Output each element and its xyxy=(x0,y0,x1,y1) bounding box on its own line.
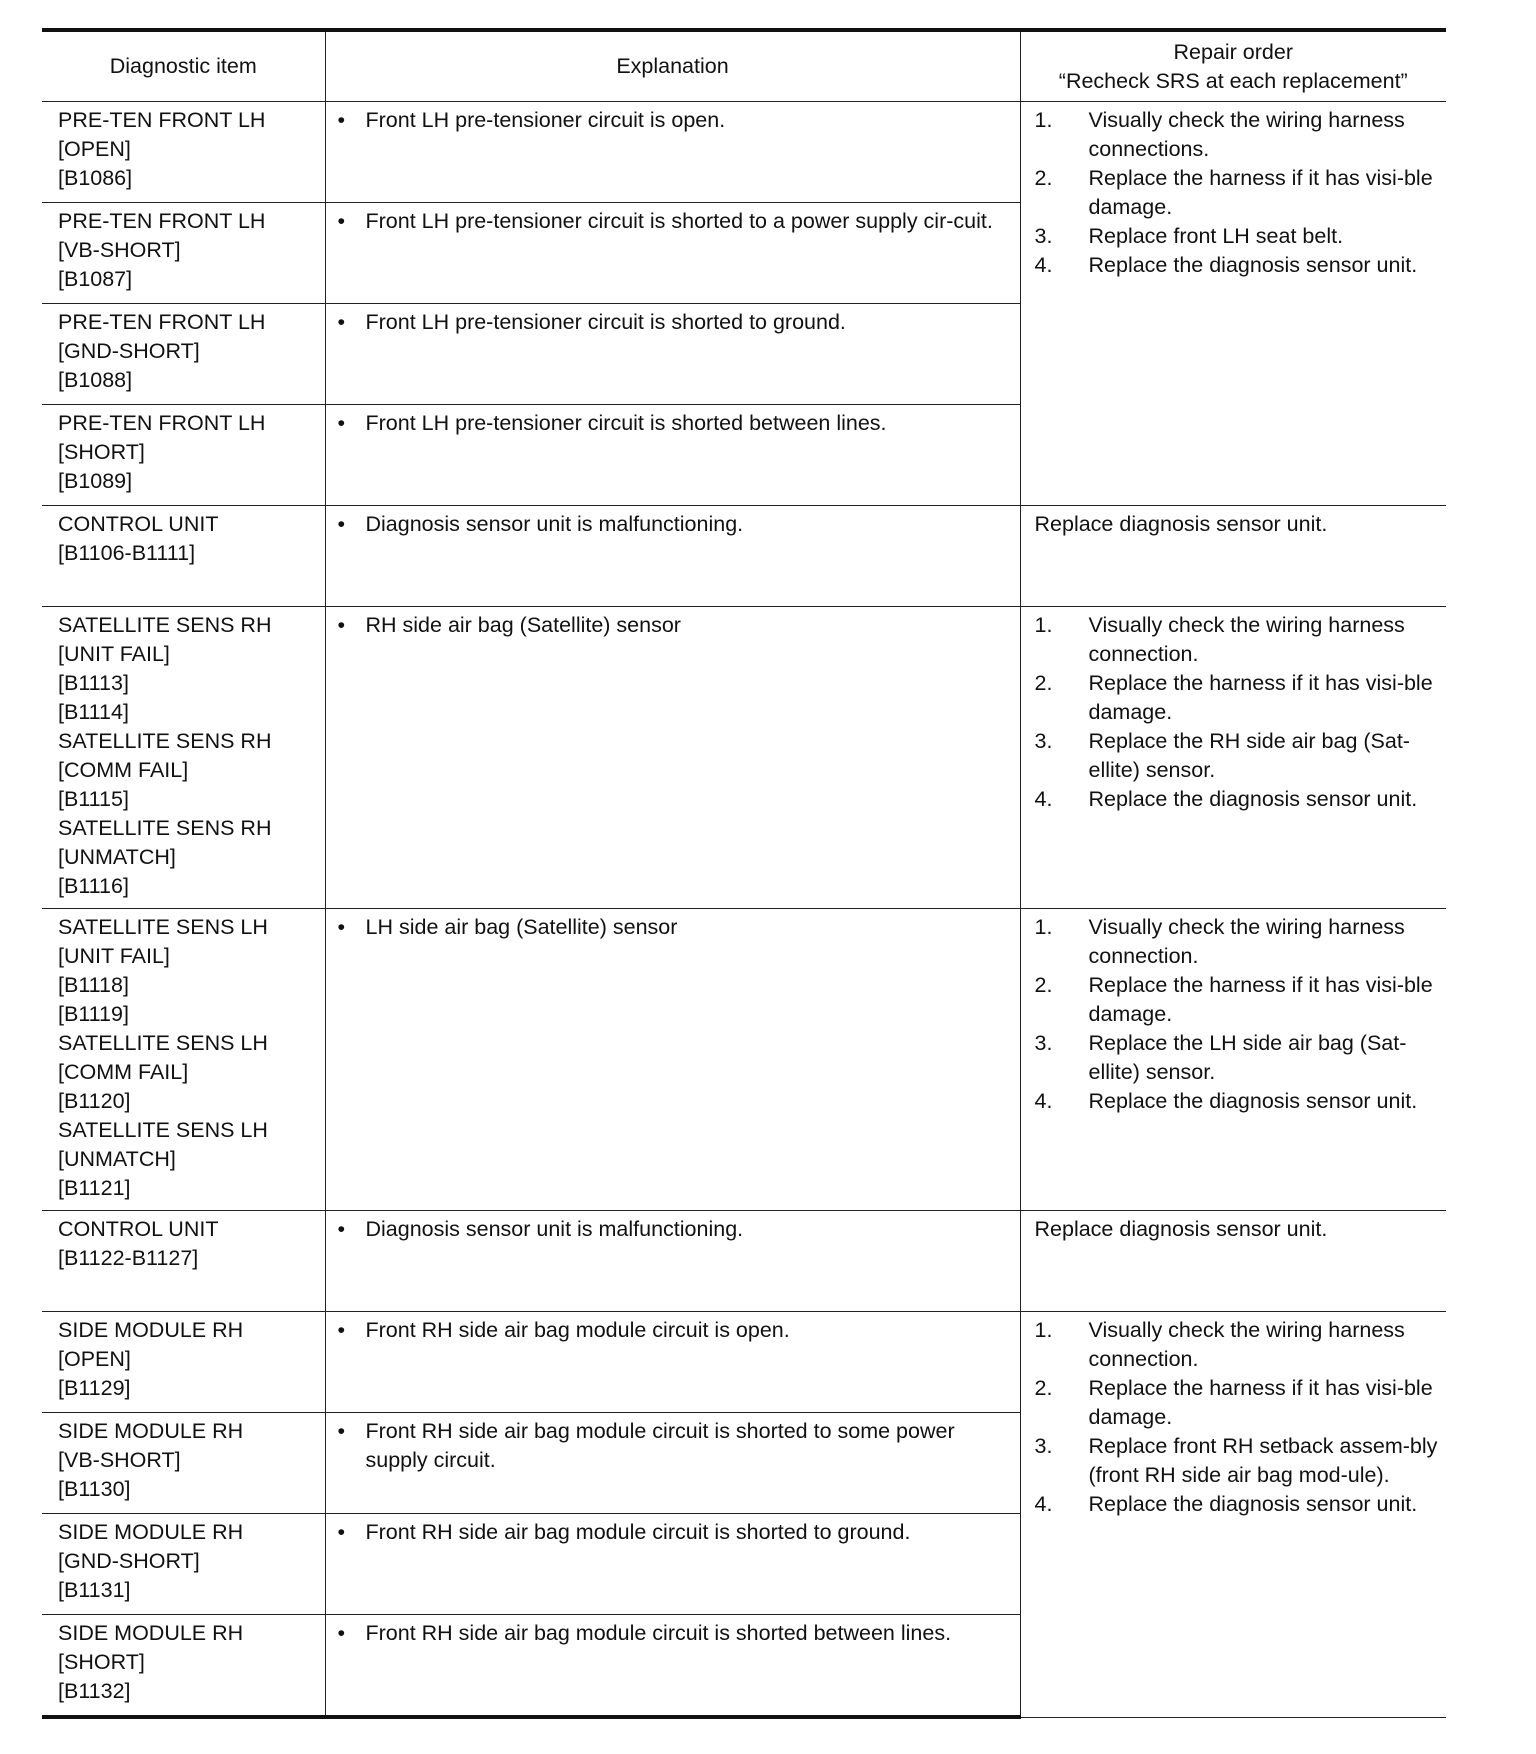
diagnostic-item-line: [B1114] xyxy=(58,700,129,724)
diagnostic-item-line: SATELLITE SENS LH xyxy=(58,1031,268,1055)
diagnostic-item-line: [B1119] xyxy=(58,1002,129,1026)
bullet-marker: • xyxy=(337,512,346,536)
diagnostic-item-line: SATELLITE SENS LH xyxy=(58,1118,268,1142)
explanation-cell xyxy=(325,909,1020,1211)
diagnostic-item-line: SATELLITE SENS RH xyxy=(58,613,272,637)
diagnostic-item-cell xyxy=(42,304,325,405)
repair-step-number: 1. xyxy=(1034,613,1053,637)
repair-step-text: Replace front RH setback assem-bly (front RH side air bag mod-ule). xyxy=(1088,1434,1438,1487)
diagnostic-item-line: CONTROL UNIT xyxy=(58,1217,219,1241)
repair-step-text: Replace the harness if it has visi-ble damage. xyxy=(1088,671,1433,724)
repair-step xyxy=(1035,1029,1439,1087)
explanation-bullet-item xyxy=(338,308,1010,337)
repair-step-number: 2. xyxy=(1034,671,1053,695)
explanation-cell xyxy=(325,1312,1020,1413)
repair-step xyxy=(1035,164,1439,222)
diagnostic-item-line: [UNIT FAIL] xyxy=(58,944,170,968)
diagnostic-item-line: SATELLITE SENS LH xyxy=(58,915,268,939)
diagnostic-item-line: [B1122-B1127] xyxy=(58,1246,199,1270)
diagnostic-item-line: [COMM FAIL] xyxy=(58,758,189,782)
header-diagnostic-item: Diagnostic item xyxy=(42,30,325,102)
bullet-marker: • xyxy=(337,915,346,939)
explanation-text: Front LH pre-tensioner circuit is open. xyxy=(365,108,726,132)
explanation-text: Front RH side air bag module circuit is shorted to some power supply circuit. xyxy=(365,1419,955,1472)
repair-step-number: 3. xyxy=(1034,1031,1053,1055)
bullet-marker: • xyxy=(337,108,346,132)
repair-step-number: 1. xyxy=(1034,108,1053,132)
diagnostic-item-line: [B1088] xyxy=(58,368,133,392)
diagnostic-item-line: [B1129] xyxy=(58,1376,131,1400)
explanation-cell xyxy=(325,1413,1020,1514)
table-row xyxy=(42,1312,1446,1413)
explanation-cell xyxy=(325,102,1020,203)
explanation-bullet-item xyxy=(338,913,1010,942)
repair-step-text: Visually check the wiring harness connection. xyxy=(1088,613,1405,666)
explanation-bullet-item xyxy=(338,1518,1010,1547)
explanation-text: Front LH pre-tensioner circuit is shorted to a power supply cir-cuit. xyxy=(365,209,993,233)
explanation-cell xyxy=(325,1615,1020,1718)
repair-step-number: 2. xyxy=(1034,166,1053,190)
repair-step xyxy=(1035,913,1439,971)
diagnostic-item-line: [OPEN] xyxy=(58,137,131,161)
repair-step-number: 3. xyxy=(1034,1434,1053,1458)
diagnostic-item-line: SIDE MODULE RH xyxy=(58,1419,244,1443)
diagnostic-item-line: CONTROL UNIT xyxy=(58,512,219,536)
explanation-text: Diagnosis sensor unit is malfunctioning. xyxy=(365,512,744,536)
diagnostic-item-line: [UNMATCH] xyxy=(58,1147,176,1171)
repair-step-text: Replace the LH side air bag (Sat-ellite) sensor. xyxy=(1088,1031,1407,1084)
explanation-text: Diagnosis sensor unit is malfunctioning. xyxy=(365,1217,744,1241)
repair-step xyxy=(1035,1087,1439,1116)
diagnostic-item-line: [GND-SHORT] xyxy=(58,1549,200,1573)
repair-step-number: 3. xyxy=(1034,224,1053,248)
table-header-row xyxy=(42,30,1446,102)
repair-step xyxy=(1035,669,1439,727)
diagnostic-item-cell xyxy=(42,1413,325,1514)
diagnostic-item-line: [B1130] xyxy=(58,1477,131,1501)
explanation-text: Front RH side air bag module circuit is shorted to ground. xyxy=(365,1520,911,1544)
repair-step-text: Replace the diagnosis sensor unit. xyxy=(1088,253,1418,277)
diagnostic-item-line: [VB-SHORT] xyxy=(58,238,181,262)
diagnostic-item-line: SIDE MODULE RH xyxy=(58,1621,244,1645)
repair-order-cell xyxy=(1020,1312,1446,1718)
explanation-cell xyxy=(325,506,1020,607)
diagnostic-item-line: [B1087] xyxy=(58,267,133,291)
table-row xyxy=(42,102,1446,203)
repair-step-number: 4. xyxy=(1034,1089,1053,1113)
repair-step-text: Replace the diagnosis sensor unit. xyxy=(1088,1492,1418,1516)
repair-step-text: Replace the diagnosis sensor unit. xyxy=(1088,1089,1418,1113)
repair-text: Replace diagnosis sensor unit. xyxy=(1034,1217,1328,1241)
diagnostic-item-cell xyxy=(42,102,325,203)
repair-step-text: Replace the diagnosis sensor unit. xyxy=(1088,787,1418,811)
diagnostic-item-line: [SHORT] xyxy=(58,1650,145,1674)
diagnostic-item-line: PRE-TEN FRONT LH xyxy=(58,108,266,132)
diagnostic-item-line: [UNMATCH] xyxy=(58,845,176,869)
diagnostic-item-cell xyxy=(42,607,325,909)
repair-step-text: Replace the harness if it has visi-ble damage. xyxy=(1088,1376,1433,1429)
diagnostic-item-cell xyxy=(42,1312,325,1413)
explanation-cell xyxy=(325,607,1020,909)
repair-order-cell xyxy=(1020,506,1446,607)
diagnostic-item-line: [B1116] xyxy=(58,874,129,898)
explanation-text: LH side air bag (Satellite) sensor xyxy=(365,915,678,939)
diagnostic-item-line: PRE-TEN FRONT LH xyxy=(58,310,266,334)
repair-step xyxy=(1035,251,1439,280)
diagnostic-item-line: SIDE MODULE RH xyxy=(58,1318,244,1342)
bullet-marker: • xyxy=(337,613,346,637)
bullet-marker: • xyxy=(337,209,346,233)
diagnostic-item-line: [UNIT FAIL] xyxy=(58,642,170,666)
bullet-marker: • xyxy=(337,1419,346,1443)
repair-order-cell xyxy=(1020,607,1446,909)
repair-step-number: 4. xyxy=(1034,253,1053,277)
diagnostic-item-line: [B1131] xyxy=(58,1578,131,1602)
explanation-cell xyxy=(325,203,1020,304)
diagnostic-table-page xyxy=(42,28,1446,1719)
diagnostic-item-cell xyxy=(42,1211,325,1312)
header-repair-order-note: “Recheck SRS at each replacement” xyxy=(1058,68,1408,93)
diagnostic-item-line: [B1086] xyxy=(58,166,133,190)
srs-diagnostic-table xyxy=(42,28,1446,1719)
table-row xyxy=(42,607,1446,909)
diagnostic-item-line: [B1121] xyxy=(58,1176,131,1200)
diagnostic-item-cell xyxy=(42,405,325,506)
repair-step-text: Replace the RH side air bag (Sat-ellite) sensor. xyxy=(1088,729,1410,782)
diagnostic-item-line: [B1089] xyxy=(58,469,133,493)
table-row xyxy=(42,506,1446,607)
repair-step-number: 4. xyxy=(1034,1492,1053,1516)
repair-step-number: 1. xyxy=(1034,1318,1053,1342)
explanation-bullet-item xyxy=(338,1215,1010,1244)
explanation-text: Front LH pre-tensioner circuit is shorted to ground. xyxy=(365,310,846,334)
explanation-bullet-item xyxy=(338,1316,1010,1345)
diagnostic-item-line: [B1106-B1111] xyxy=(58,541,196,565)
header-repair-order xyxy=(1020,30,1446,102)
repair-step-number: 1. xyxy=(1034,915,1053,939)
repair-text: Replace diagnosis sensor unit. xyxy=(1034,512,1328,536)
explanation-cell xyxy=(325,304,1020,405)
explanation-bullet-item xyxy=(338,510,1010,539)
diagnostic-item-line: PRE-TEN FRONT LH xyxy=(58,209,266,233)
repair-step-text: Replace the harness if it has visi-ble damage. xyxy=(1088,973,1433,1026)
diagnostic-item-line: [COMM FAIL] xyxy=(58,1060,189,1084)
diagnostic-item-line: SIDE MODULE RH xyxy=(58,1520,244,1544)
repair-step-text: Visually check the wiring harness connection. xyxy=(1088,915,1405,968)
explanation-bullet-item xyxy=(338,409,1010,438)
explanation-cell xyxy=(325,1514,1020,1615)
repair-step xyxy=(1035,106,1439,164)
explanation-bullet-item xyxy=(338,106,1010,135)
diagnostic-item-cell xyxy=(42,1615,325,1718)
repair-step xyxy=(1035,971,1439,1029)
bullet-marker: • xyxy=(337,1520,346,1544)
explanation-cell xyxy=(325,1211,1020,1312)
repair-step xyxy=(1035,1490,1439,1519)
diagnostic-item-line: [B1120] xyxy=(58,1089,131,1113)
explanation-bullet-item xyxy=(338,611,1010,640)
bullet-marker: • xyxy=(337,1621,346,1645)
repair-step xyxy=(1035,1374,1439,1432)
repair-step xyxy=(1035,1316,1439,1374)
diagnostic-item-line: [B1118] xyxy=(58,973,129,997)
diagnostic-item-line: PRE-TEN FRONT LH xyxy=(58,411,266,435)
header-explanation: Explanation xyxy=(325,30,1020,102)
repair-step-number: 2. xyxy=(1034,973,1053,997)
diagnostic-item-line: [B1113] xyxy=(58,671,129,695)
repair-step-number: 2. xyxy=(1034,1376,1053,1400)
table-row xyxy=(42,909,1446,1211)
repair-order-cell xyxy=(1020,1211,1446,1312)
repair-step xyxy=(1035,1432,1439,1490)
header-repair-order-title: Repair order xyxy=(1173,39,1293,64)
repair-step-text: Replace front LH seat belt. xyxy=(1088,224,1344,248)
diagnostic-item-line: [VB-SHORT] xyxy=(58,1448,181,1472)
explanation-bullet-item xyxy=(338,1417,1010,1475)
repair-step xyxy=(1035,727,1439,785)
table-body xyxy=(42,102,1446,1718)
diagnostic-item-line: [B1132] xyxy=(58,1679,131,1703)
repair-step-text: Visually check the wiring harness connections. xyxy=(1088,108,1405,161)
repair-step xyxy=(1035,222,1439,251)
explanation-text: Front LH pre-tensioner circuit is shorted between lines. xyxy=(365,411,887,435)
diagnostic-item-line: [GND-SHORT] xyxy=(58,339,200,363)
explanation-text: Front RH side air bag module circuit is shorted between lines. xyxy=(365,1621,952,1645)
diagnostic-item-line: SATELLITE SENS RH xyxy=(58,729,272,753)
diagnostic-item-line: [B1115] xyxy=(58,787,129,811)
repair-order-cell xyxy=(1020,909,1446,1211)
repair-step-number: 3. xyxy=(1034,729,1053,753)
diagnostic-item-cell xyxy=(42,909,325,1211)
explanation-bullet-item xyxy=(338,207,1010,236)
diagnostic-item-cell xyxy=(42,203,325,304)
table-row xyxy=(42,1211,1446,1312)
repair-step xyxy=(1035,785,1439,814)
explanation-cell xyxy=(325,405,1020,506)
repair-step-text: Replace the harness if it has visi-ble damage. xyxy=(1088,166,1433,219)
bullet-marker: • xyxy=(337,310,346,334)
repair-order-cell xyxy=(1020,102,1446,506)
explanation-bullet-item xyxy=(338,1619,1010,1648)
repair-step xyxy=(1035,611,1439,669)
explanation-text: Front RH side air bag module circuit is open. xyxy=(365,1318,790,1342)
diagnostic-item-line: [SHORT] xyxy=(58,440,145,464)
bullet-marker: • xyxy=(337,1217,346,1241)
diagnostic-item-line: SATELLITE SENS RH xyxy=(58,816,272,840)
diagnostic-item-cell xyxy=(42,506,325,607)
repair-step-text: Visually check the wiring harness connection. xyxy=(1088,1318,1405,1371)
explanation-text: RH side air bag (Satellite) sensor xyxy=(365,613,681,637)
bullet-marker: • xyxy=(337,1318,346,1342)
diagnostic-item-cell xyxy=(42,1514,325,1615)
diagnostic-item-line: [OPEN] xyxy=(58,1347,131,1371)
repair-step-number: 4. xyxy=(1034,787,1053,811)
bullet-marker: • xyxy=(337,411,346,435)
